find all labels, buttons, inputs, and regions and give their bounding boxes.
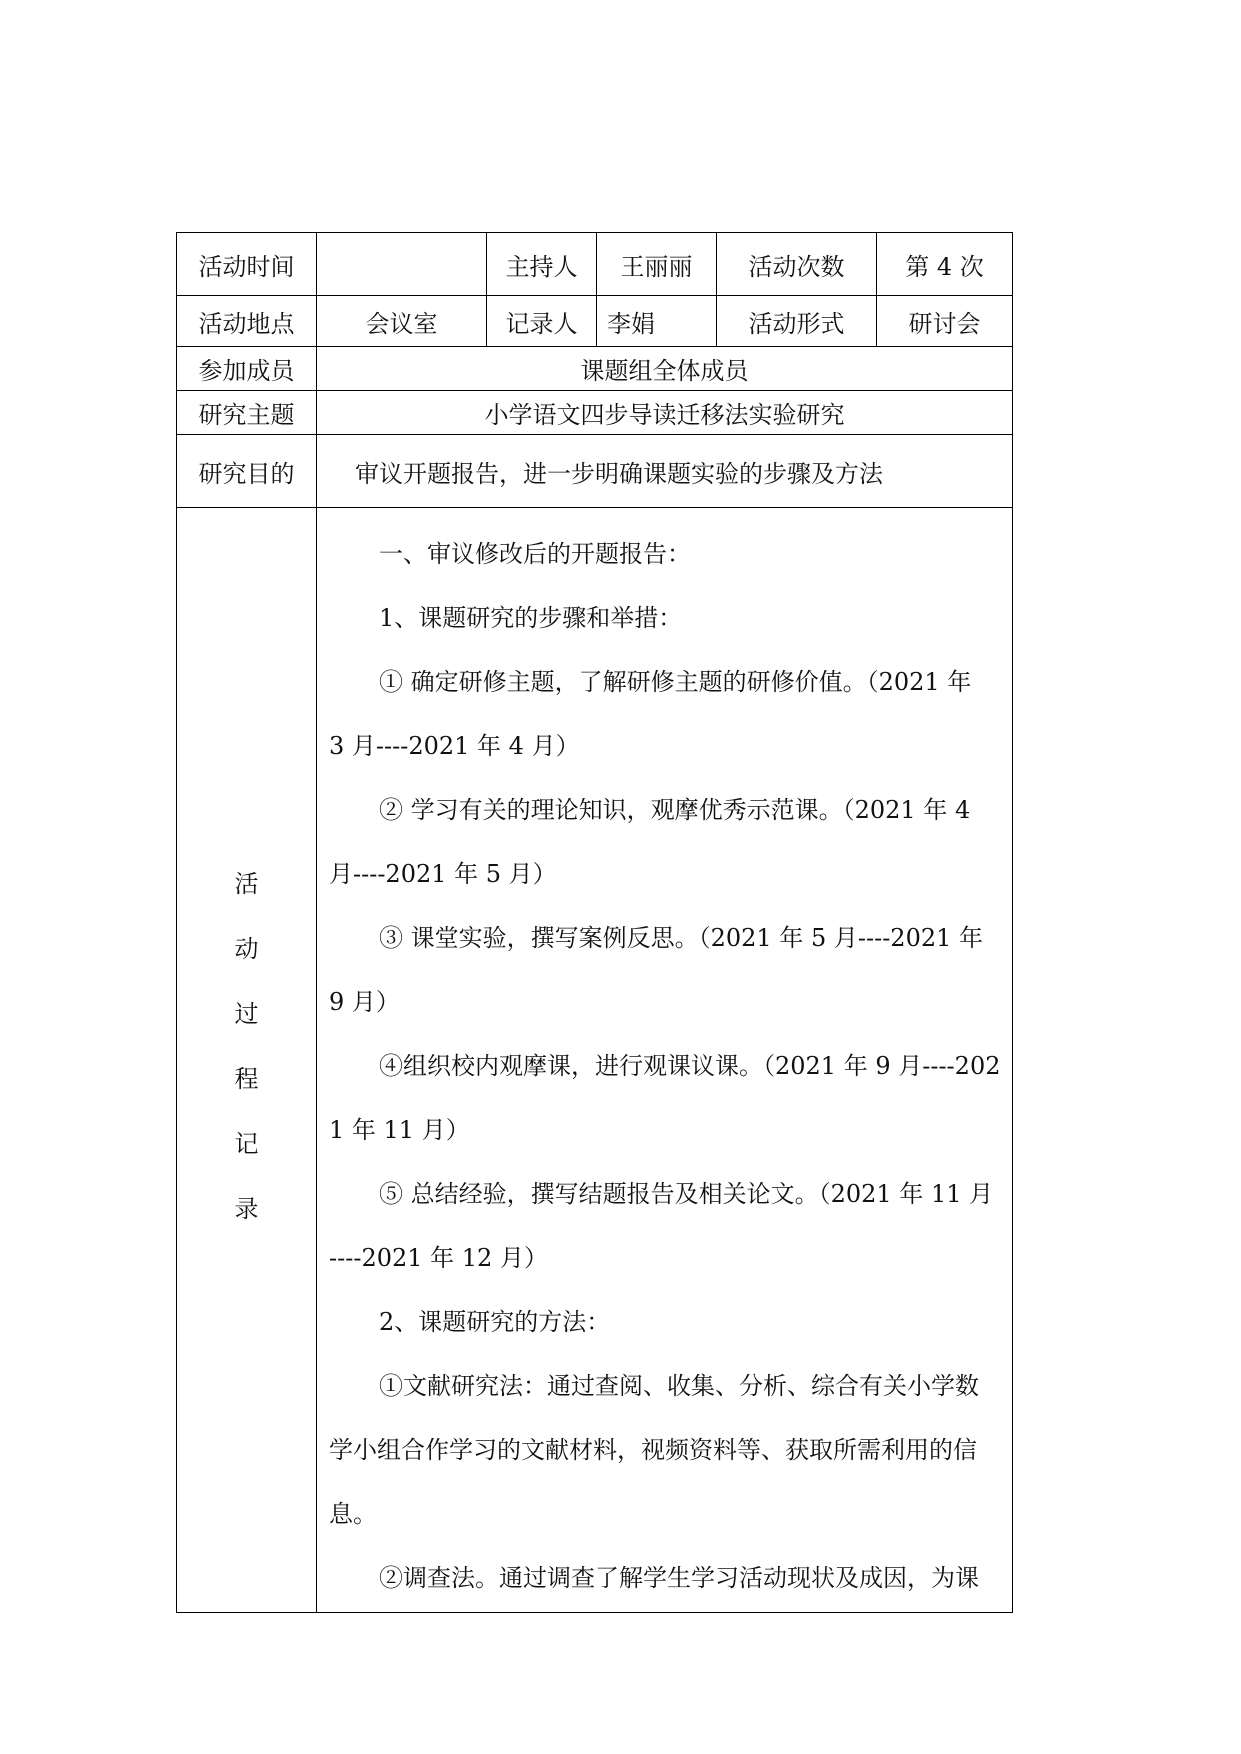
process-line: ① 确定研修主题，了解研修主题的研修价值。（2021 年 [379, 668, 972, 696]
table-row [177, 391, 1013, 435]
process-line: 1 年 11 月） [329, 1116, 470, 1144]
process-label-char: 过 [234, 1000, 259, 1028]
process-label-char: 录 [234, 1195, 259, 1223]
activity-count-label: 活动次数 [717, 233, 877, 296]
process-line: 2、课题研究的方法： [379, 1308, 611, 1336]
process-line: ②调查法。通过调查了解学生学习活动现状及成因，为课 [379, 1564, 979, 1592]
research-purpose-label: 研究目的 [177, 435, 317, 508]
table-row [177, 508, 1013, 1613]
process-line: 一、审议修改后的开题报告： [379, 540, 691, 568]
recorder-value: 李娟 [597, 296, 717, 347]
research-topic-label: 研究主题 [177, 391, 317, 435]
activity-place-value: 会议室 [317, 296, 487, 347]
participants-value: 课题组全体成员 [317, 347, 1013, 391]
activity-count-value: 第 4 次 [877, 233, 1013, 296]
recorder-label: 记录人 [487, 296, 597, 347]
process-label-char: 程 [234, 1065, 259, 1093]
activity-time-value [317, 233, 487, 296]
process-line: 9 月） [329, 988, 400, 1016]
table-row [177, 435, 1013, 508]
activity-time-label: 活动时间 [177, 233, 317, 296]
process-line: 1、课题研究的步骤和举措： [379, 604, 683, 632]
activity-form-label: 活动形式 [717, 296, 877, 347]
process-line: ③ 课堂实验，撰写案例反思。（2021 年 5 月----2021 年 [379, 924, 984, 952]
participants-label: 参加成员 [177, 347, 317, 391]
table-row [177, 347, 1013, 391]
table-row [177, 296, 1013, 347]
activity-record-table [176, 232, 1013, 1613]
process-line: ② 学习有关的理论知识，观摩优秀示范课。（2021 年 4 [379, 796, 971, 824]
process-line: ----2021 年 12 月） [329, 1244, 548, 1272]
host-label: 主持人 [487, 233, 597, 296]
process-record-label [177, 508, 317, 1613]
activity-form-value: 研讨会 [877, 296, 1013, 347]
table-row [177, 233, 1013, 296]
activity-place-label: 活动地点 [177, 296, 317, 347]
research-purpose-value: 审议开题报告，进一步明确课题实验的步骤及方法 [317, 435, 1013, 508]
process-line: 3 月----2021 年 4 月） [329, 732, 580, 760]
process-label-char: 动 [234, 935, 259, 963]
process-line: ④组织校内观摩课，进行观课议课。（2021 年 9 月----202 [379, 1052, 1001, 1080]
process-line: 学小组合作学习的文献材料，视频资料等、获取所需利用的信 [329, 1436, 977, 1464]
host-value: 王丽丽 [597, 233, 717, 296]
process-record-content [317, 508, 1013, 1613]
process-label-char: 记 [234, 1130, 259, 1158]
process-line: 息。 [329, 1500, 377, 1528]
process-line: 月----2021 年 5 月） [329, 860, 557, 888]
process-label-char: 活 [234, 870, 259, 898]
process-line: ①文献研究法：通过查阅、收集、分析、综合有关小学数 [379, 1372, 979, 1400]
process-line: ⑤ 总结经验，撰写结题报告及相关论文。（2021 年 11 月 [379, 1180, 994, 1208]
research-topic-value: 小学语文四步导读迁移法实验研究 [317, 391, 1013, 435]
